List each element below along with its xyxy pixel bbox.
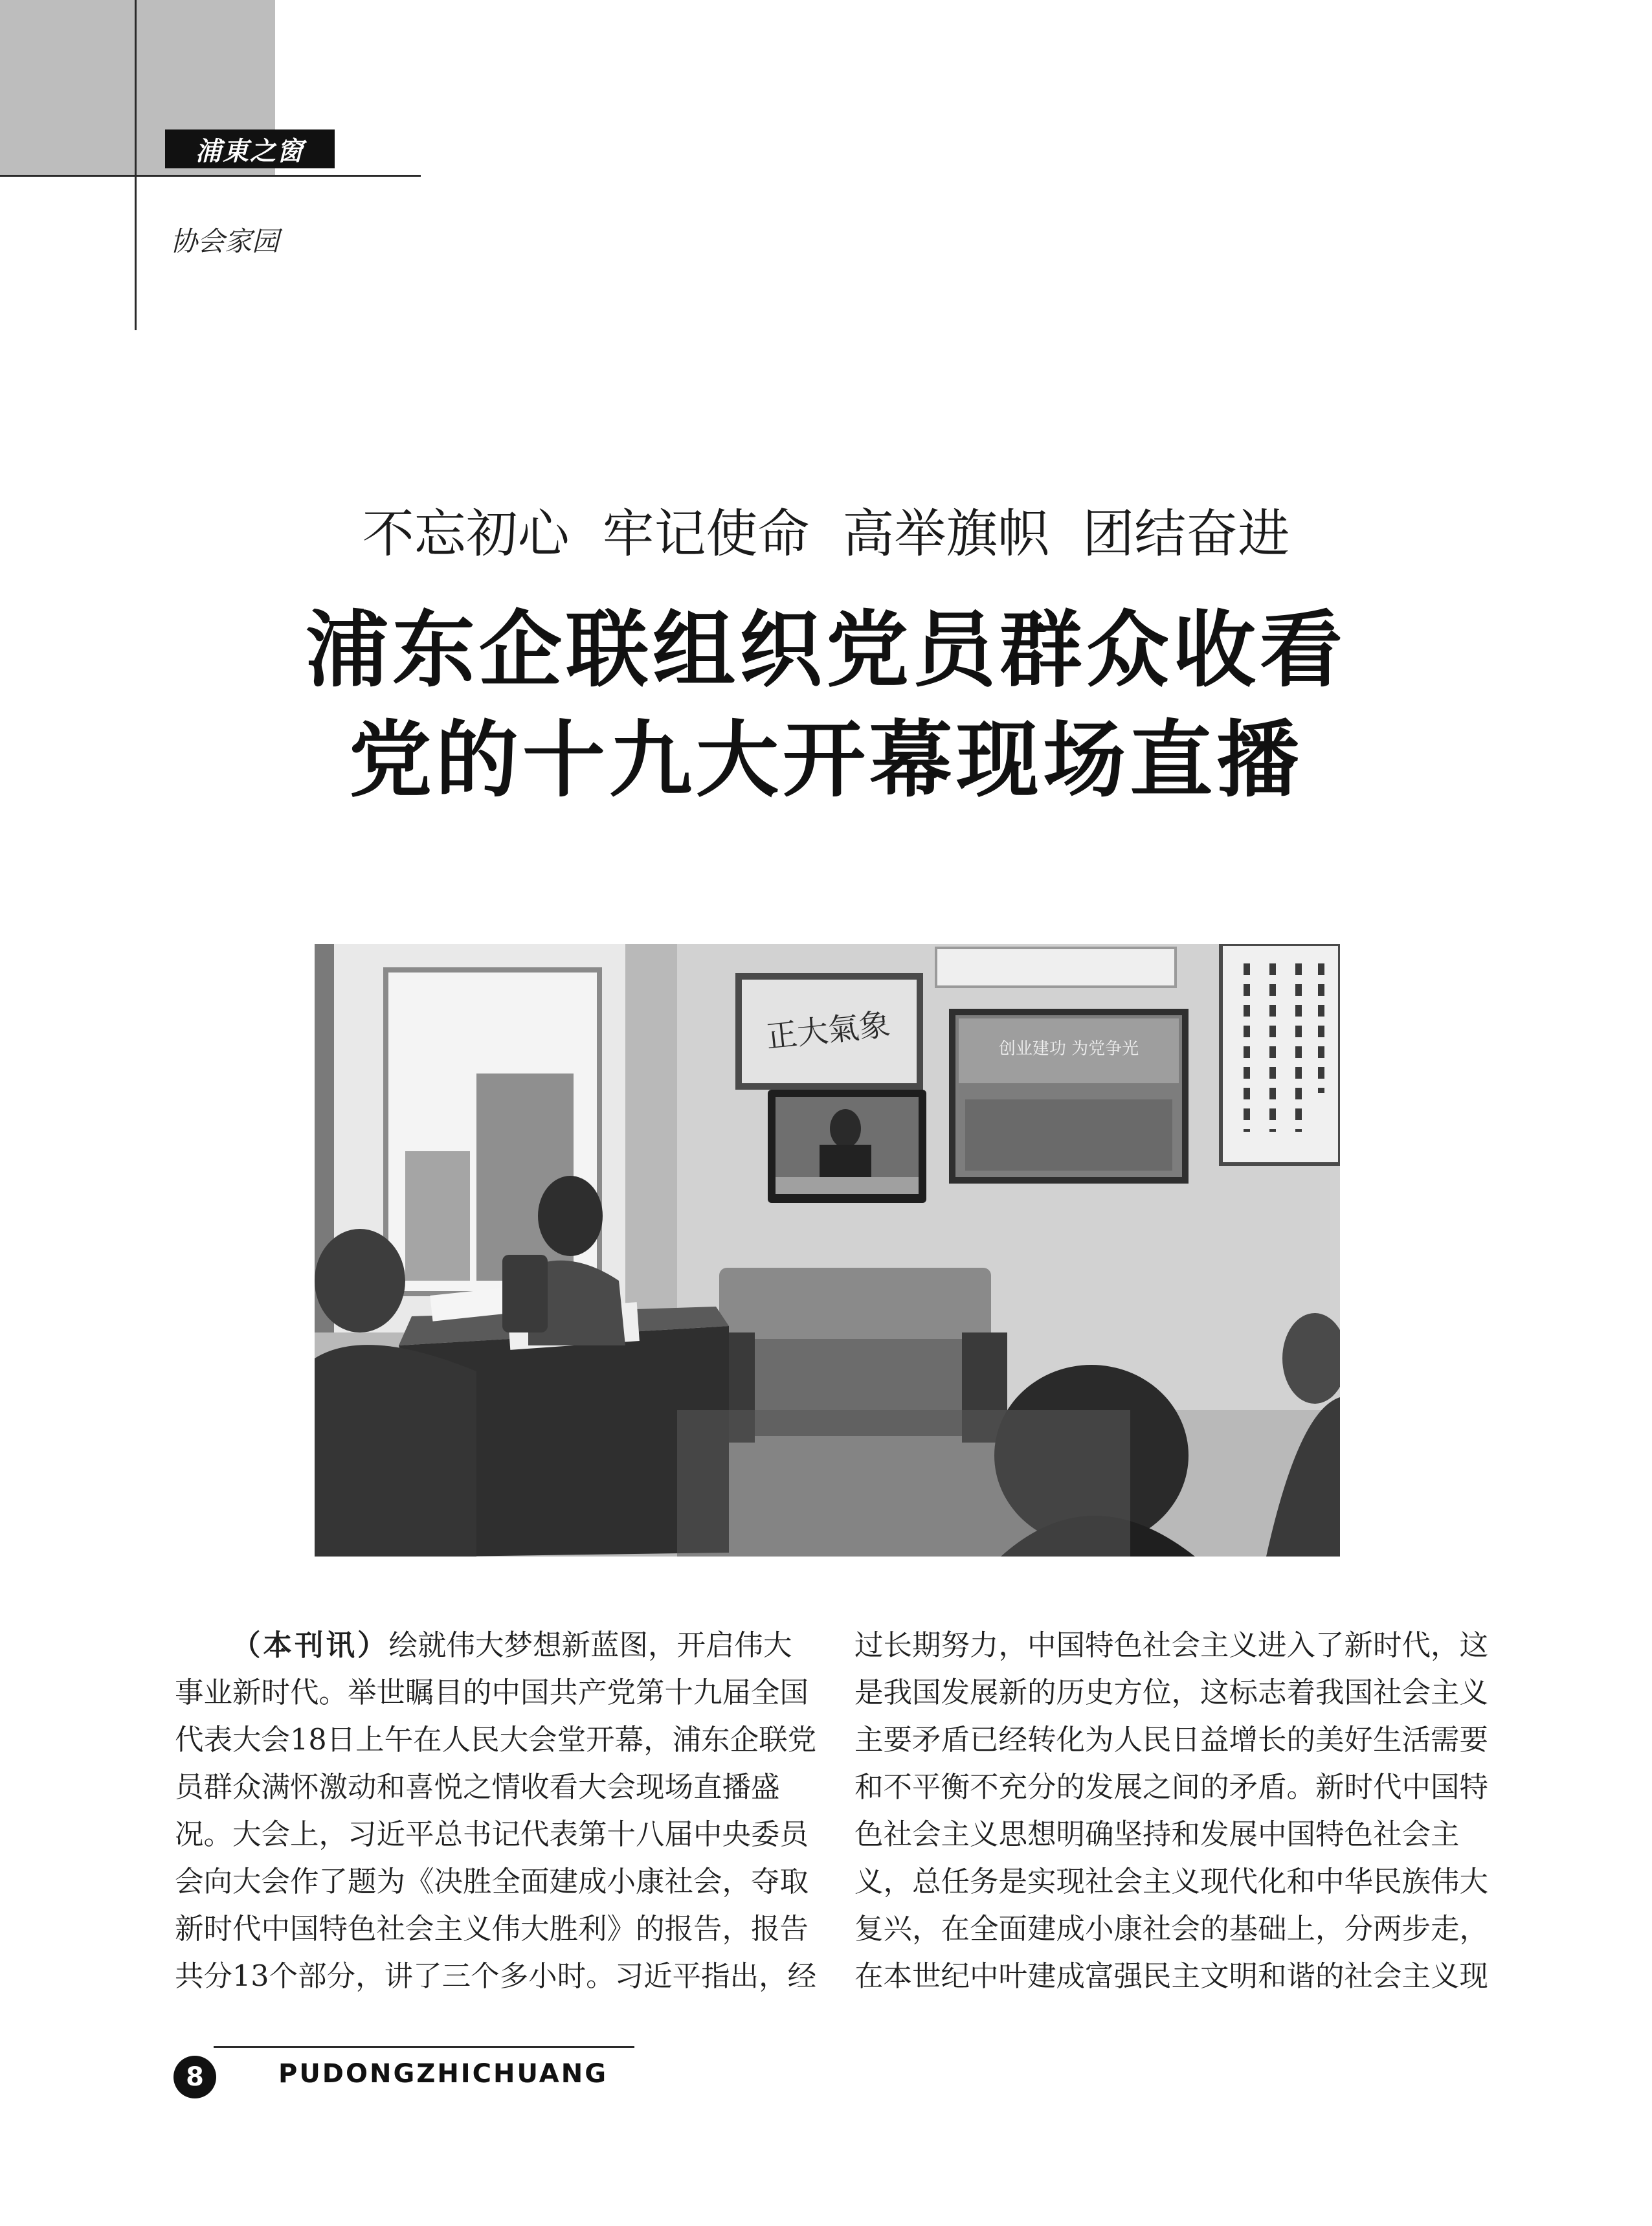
right-line-3: 主要矛盾已经转化为人民日益增长的美好生活需要 — [854, 1724, 1489, 1757]
lead-tag: （本刊讯） — [232, 1629, 389, 1662]
left-line-7: 新时代中国特色社会主义伟大胜利》的报告，报告 — [175, 1913, 809, 1946]
header-horizontal-rule — [0, 175, 421, 177]
right-line-5: 色社会主义思想明确坚持和发展中国特色社会主 — [854, 1818, 1460, 1851]
right-line-6: 义，总任务是实现社会主义现代化和中华民族伟大 — [854, 1865, 1489, 1898]
footer-rule — [214, 2046, 634, 2048]
article-title — [0, 596, 1652, 816]
left-line-2: 事业新时代。举世瞩目的中国共产党第十九届全国 — [175, 1676, 809, 1709]
section-label: 协会家园 — [170, 225, 280, 257]
left-line-3: 代表大会18日上午在人民大会堂开幕，浦东企联党 — [175, 1724, 817, 1757]
right-line-2: 是我国发展新的历史方位，这标志着我国社会主义 — [854, 1676, 1489, 1709]
article-title-line-2: 党的十九大开幕现场直播 — [348, 712, 1303, 809]
article-title-line-1: 浦东企联组织党员群众收看 — [305, 602, 1346, 699]
page-number: 8 — [173, 2056, 216, 2098]
calligraphy-text: 正大氣象 — [764, 1006, 892, 1055]
magazine-logo: 浦東之窗 — [165, 129, 335, 168]
header-vertical-rule — [135, 0, 137, 330]
article-right-column — [854, 1622, 1489, 2000]
right-line-8: 在本世纪中叶建成富强民主文明和谐的社会主义现 — [854, 1960, 1489, 1993]
left-line-6: 会向大会作了题为《决胜全面建成小康社会，夺取 — [175, 1865, 809, 1898]
left-line-5: 况。大会上，习近平总书记代表第十八届中央委员 — [175, 1818, 809, 1851]
left-line-1-text: 绘就伟大梦想新蓝图，开启伟大 — [388, 1629, 792, 1662]
left-line-4: 员群众满怀激动和喜悦之情收看大会现场直播盛 — [175, 1771, 780, 1804]
banner-text: 创业建功 为党争光 — [998, 1039, 1139, 1059]
article-photo — [315, 944, 1340, 1557]
article-subtitle: 不忘初心 牢记使命 高举旗帜 团结奋进 — [362, 504, 1290, 564]
left-line-1 — [175, 1622, 796, 1669]
right-line-7: 复兴，在全面建成小康社会的基础上，分两步走， — [854, 1913, 1489, 1946]
article-left-column — [175, 1622, 817, 2000]
left-line-8: 共分13个部分，讲了三个多小时。习近平指出，经 — [175, 1960, 817, 1993]
footer-magazine-name: PUDONGZHICHUANG — [278, 2059, 608, 2089]
right-line-1: 过长期努力，中国特色社会主义进入了新时代，这 — [854, 1629, 1489, 1662]
right-line-4: 和不平衡不充分的发展之间的矛盾。新时代中国特 — [854, 1771, 1489, 1804]
